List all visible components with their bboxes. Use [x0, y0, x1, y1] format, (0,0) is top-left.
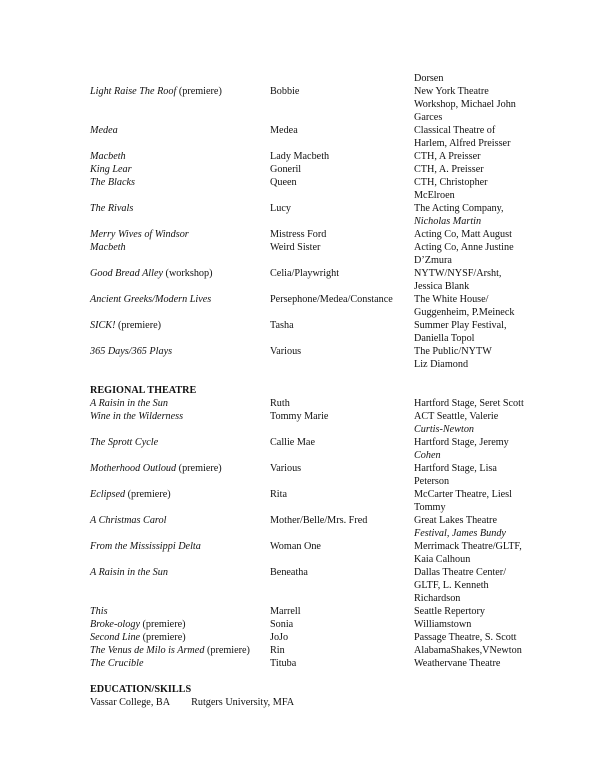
- credit-venue-line: GLTF, L. Kenneth: [414, 580, 489, 591]
- credit-title: SICK!: [90, 320, 116, 331]
- credit-venue: [414, 605, 560, 618]
- credit-venue-line: Williamstown: [414, 619, 472, 630]
- credit-venue: [414, 267, 560, 293]
- credit-venue-line: D’Zmura: [414, 255, 452, 266]
- credit-title-cell: [90, 540, 270, 566]
- credit-row: [90, 345, 560, 371]
- credit-venue-line: Acting Co, Anne Justine: [414, 242, 514, 253]
- credit-venue: [414, 85, 560, 124]
- education-row: [90, 696, 560, 709]
- credit-title: Medea: [90, 125, 118, 136]
- credit-venue: [414, 514, 560, 540]
- credit-row: [90, 618, 560, 631]
- credit-venue-line: Nicholas Martin: [414, 216, 482, 227]
- credit-role: Sonia: [270, 619, 294, 630]
- credit-venue: [414, 293, 560, 319]
- credit-title-cell: [90, 644, 270, 657]
- credit-venue-line: NYTW/NYSF/Arsht,: [414, 268, 502, 279]
- credit-role: Mistress Ford: [270, 229, 327, 240]
- credit-venue: [414, 163, 560, 176]
- credit-title-cell: [90, 72, 270, 85]
- regional-theatre-heading: REGIONAL THEATRE: [90, 385, 197, 396]
- credit-title: Good Bread Alley: [90, 268, 163, 279]
- credit-venue-line: Daniella Topol: [414, 333, 475, 344]
- credit-venue: [414, 124, 560, 150]
- credit-title: Macbeth: [90, 151, 126, 162]
- credit-title-cell: [90, 618, 270, 631]
- credit-row: [90, 540, 560, 566]
- credit-venue-line: Hartford Stage, Jeremy: [414, 437, 509, 448]
- credit-row: [90, 319, 560, 345]
- credit-title: The Blacks: [90, 177, 135, 188]
- credit-role: Woman One: [270, 541, 321, 552]
- credit-role: Various: [270, 346, 302, 357]
- credit-row: [90, 150, 560, 163]
- credit-venue-line: Tommy: [414, 502, 446, 513]
- credit-title: Light Raise The Roof: [90, 86, 177, 97]
- credit-title-cell: [90, 150, 270, 163]
- credit-venue-line: Dallas Theatre Center/: [414, 567, 507, 578]
- credit-title-note: (premiere): [125, 489, 171, 500]
- credit-title-cell: [90, 85, 270, 124]
- credit-title-cell: [90, 488, 270, 514]
- credit-row: [90, 124, 560, 150]
- credit-venue: [414, 631, 560, 644]
- credit-venue-line: Liz Diamond: [414, 359, 469, 370]
- credit-venue-line: Garces: [414, 112, 443, 123]
- credit-venue-line: Workshop, Michael John: [414, 99, 516, 110]
- credit-role: Tituba: [270, 658, 297, 669]
- credit-venue-line: Harlem, Alfred Preisser: [414, 138, 511, 149]
- credit-venue: [414, 566, 560, 605]
- credit-title: Macbeth: [90, 242, 126, 253]
- credit-venue-line: McElroen: [414, 190, 455, 201]
- credit-title: The Crucible: [90, 658, 144, 669]
- credit-title-cell: [90, 267, 270, 293]
- credit-title: A Raisin in the Sun: [90, 567, 168, 578]
- credit-title: This: [90, 606, 108, 617]
- credit-title-note: (premiere): [140, 632, 186, 643]
- credit-venue-line: Jessica Blank: [414, 281, 470, 292]
- credit-venue: [414, 410, 560, 436]
- credit-title: A Christmas Carol: [90, 515, 167, 526]
- credit-title-cell: [90, 436, 270, 462]
- credit-row: [90, 462, 560, 488]
- credit-venue: [414, 436, 560, 462]
- credit-row: [90, 436, 560, 462]
- credit-title-note: (workshop): [163, 268, 213, 279]
- credit-title-cell: [90, 462, 270, 488]
- credit-role: Marrell: [270, 606, 301, 617]
- credit-title: The Sprott Cycle: [90, 437, 159, 448]
- credit-role: [270, 72, 414, 85]
- credit-title-note: (premiere): [176, 86, 222, 97]
- credit-row: [90, 657, 560, 670]
- credit-title-cell: [90, 176, 270, 202]
- credit-venue-line: Guggenheim, P.Meineck: [414, 307, 515, 318]
- credit-title-cell: [90, 202, 270, 228]
- credit-venue: [414, 488, 560, 514]
- credit-title-cell: [90, 228, 270, 241]
- credit-venue-line: Great Lakes Theatre: [414, 515, 497, 526]
- credit-row: [90, 397, 560, 410]
- credit-title-cell: [90, 410, 270, 436]
- credit-venue: [414, 319, 560, 345]
- credit-role: Persephone/Medea/Constance: [270, 294, 393, 305]
- new-york-credits: [90, 72, 560, 371]
- credit-title: Merry Wives of Windsor: [90, 229, 189, 240]
- credit-role: Mother/Belle/Mrs. Fred: [270, 515, 368, 526]
- credit-row: [90, 514, 560, 540]
- credit-venue-line: Hartford Stage, Lisa: [414, 463, 497, 474]
- credit-venue-line: Classical Theatre of: [414, 125, 496, 136]
- credit-venue-line: Festival, James Bundy: [414, 528, 506, 539]
- credit-row: [90, 488, 560, 514]
- credit-title: The Rivals: [90, 203, 134, 214]
- credit-row: [90, 644, 560, 657]
- credit-role: Rin: [270, 645, 285, 656]
- credit-venue-line: CTH, Christopher: [414, 177, 488, 188]
- credit-venue-line: Seattle Repertory: [414, 606, 486, 617]
- credit-role: Celia/Playwright: [270, 268, 340, 279]
- credit-venue: [414, 644, 560, 657]
- credit-venue-line: CTH, A Preisser: [414, 151, 481, 162]
- credit-venue-line: The White House/: [414, 294, 489, 305]
- credit-role: Tommy Marie: [270, 411, 329, 422]
- credit-venue-line: Dorsen: [414, 73, 444, 84]
- education-heading: EDUCATION/SKILLS: [90, 684, 192, 695]
- credit-row: [90, 293, 560, 319]
- credit-row: [90, 228, 560, 241]
- credit-title-cell: [90, 124, 270, 150]
- credit-role: Goneril: [270, 164, 302, 175]
- credit-title-cell: [90, 631, 270, 644]
- regional-credits: [90, 397, 560, 670]
- credit-role: Bobbie: [270, 86, 300, 97]
- credit-venue-line: CTH, A. Preisser: [414, 164, 484, 175]
- credit-venue: [414, 72, 560, 85]
- credit-venue: [414, 397, 560, 410]
- credit-venue: [414, 150, 560, 163]
- section-spacer: [90, 371, 560, 384]
- resume-content: [90, 72, 560, 709]
- credit-venue-line: Curtis-Newton: [414, 424, 475, 435]
- credit-title-note: (premiere): [139, 619, 186, 630]
- credit-venue-line: Kaia Calhoun: [414, 554, 471, 565]
- credit-role: JoJo: [270, 632, 289, 643]
- credit-row: [90, 176, 560, 202]
- credit-title: Wine in the Wilderness: [90, 411, 184, 422]
- credit-title-cell: [90, 241, 270, 267]
- credit-title-cell: [90, 319, 270, 345]
- credit-title: 365 Days/365 Plays: [90, 346, 173, 357]
- credit-title-cell: [90, 293, 270, 319]
- credit-venue-line: New York Theatre: [414, 86, 489, 97]
- credit-venue: [414, 618, 560, 631]
- credit-venue: [414, 202, 560, 228]
- credit-venue-line: Richardson: [414, 593, 461, 604]
- credit-title-cell: [90, 566, 270, 605]
- credit-title: The Venus de Milo is Armed: [90, 645, 205, 656]
- credit-row: [90, 605, 560, 618]
- credit-row: [90, 267, 560, 293]
- credit-role: Lucy: [270, 203, 291, 214]
- credit-title-cell: [90, 514, 270, 540]
- credit-venue-line: McCarter Theatre, Liesl: [414, 489, 512, 500]
- credit-venue-line: Hartford Stage, Seret Scott: [414, 398, 524, 409]
- education-college: Vassar College, BA: [90, 697, 171, 708]
- credit-venue: [414, 657, 560, 670]
- credit-venue-line: AlabamaShakes,VNewton: [414, 645, 522, 656]
- credit-title: From the Mississippi Delta: [90, 541, 201, 552]
- credit-venue-line: Peterson: [414, 476, 450, 487]
- credit-title: Broke-ology: [90, 619, 140, 630]
- credit-row: [90, 202, 560, 228]
- credit-title-cell: [90, 397, 270, 410]
- credit-venue: [414, 345, 560, 371]
- credit-row: [90, 72, 560, 85]
- credit-venue: [414, 176, 560, 202]
- credit-title-note: (premiere): [115, 320, 161, 331]
- credit-title: A Raisin in the Sun: [90, 398, 168, 409]
- credit-role: Queen: [270, 177, 297, 188]
- credit-title-cell: [90, 657, 270, 670]
- credit-venue-line: Summer Play Festival,: [414, 320, 507, 331]
- credit-venue-line: The Public/NYTW: [414, 346, 492, 357]
- credit-role: Various: [270, 463, 302, 474]
- credit-role: Weird Sister: [270, 242, 321, 253]
- credit-row: [90, 241, 560, 267]
- credit-row: [90, 566, 560, 605]
- credit-venue-line: Cohen: [414, 450, 441, 461]
- credit-title: King Lear: [90, 164, 132, 175]
- credit-row: [90, 631, 560, 644]
- credit-row: [90, 85, 560, 124]
- credit-venue: [414, 540, 560, 566]
- credit-role: Beneatha: [270, 567, 308, 578]
- credit-venue: [414, 241, 560, 267]
- credit-venue-line: Acting Co, Matt August: [414, 229, 512, 240]
- credit-venue: [414, 462, 560, 488]
- credit-title: Motherhood Outloud: [90, 463, 177, 474]
- credit-title: Eclipsed: [90, 489, 126, 500]
- credit-role: Ruth: [270, 398, 290, 409]
- credit-row: [90, 410, 560, 436]
- section-spacer: [90, 670, 560, 683]
- credit-venue: [414, 228, 560, 241]
- credit-role: Rita: [270, 489, 287, 500]
- education-university: Rutgers University, MFA: [191, 697, 295, 708]
- credit-title: Ancient Greeks/Modern Lives: [90, 294, 212, 305]
- credit-title: Second Line: [90, 632, 141, 643]
- credit-venue-line: The Acting Company,: [414, 203, 504, 214]
- credit-role: Callie Mae: [270, 437, 315, 448]
- credit-venue-line: ACT Seattle, Valerie: [414, 411, 499, 422]
- credit-role: Tasha: [270, 320, 294, 331]
- credit-venue-line: Merrimack Theatre/GLTF,: [414, 541, 522, 552]
- credit-venue-line: Weathervane Theatre: [414, 658, 501, 669]
- credit-title-note: (premiere): [204, 645, 250, 656]
- credit-title-cell: [90, 163, 270, 176]
- credit-title-note: (premiere): [176, 463, 222, 474]
- credit-row: [90, 163, 560, 176]
- credit-role: Lady Macbeth: [270, 151, 330, 162]
- credit-title-cell: [90, 605, 270, 618]
- credit-venue-line: Passage Theatre, S. Scott: [414, 632, 517, 643]
- credit-title-cell: [90, 345, 270, 371]
- credit-role: Medea: [270, 125, 298, 136]
